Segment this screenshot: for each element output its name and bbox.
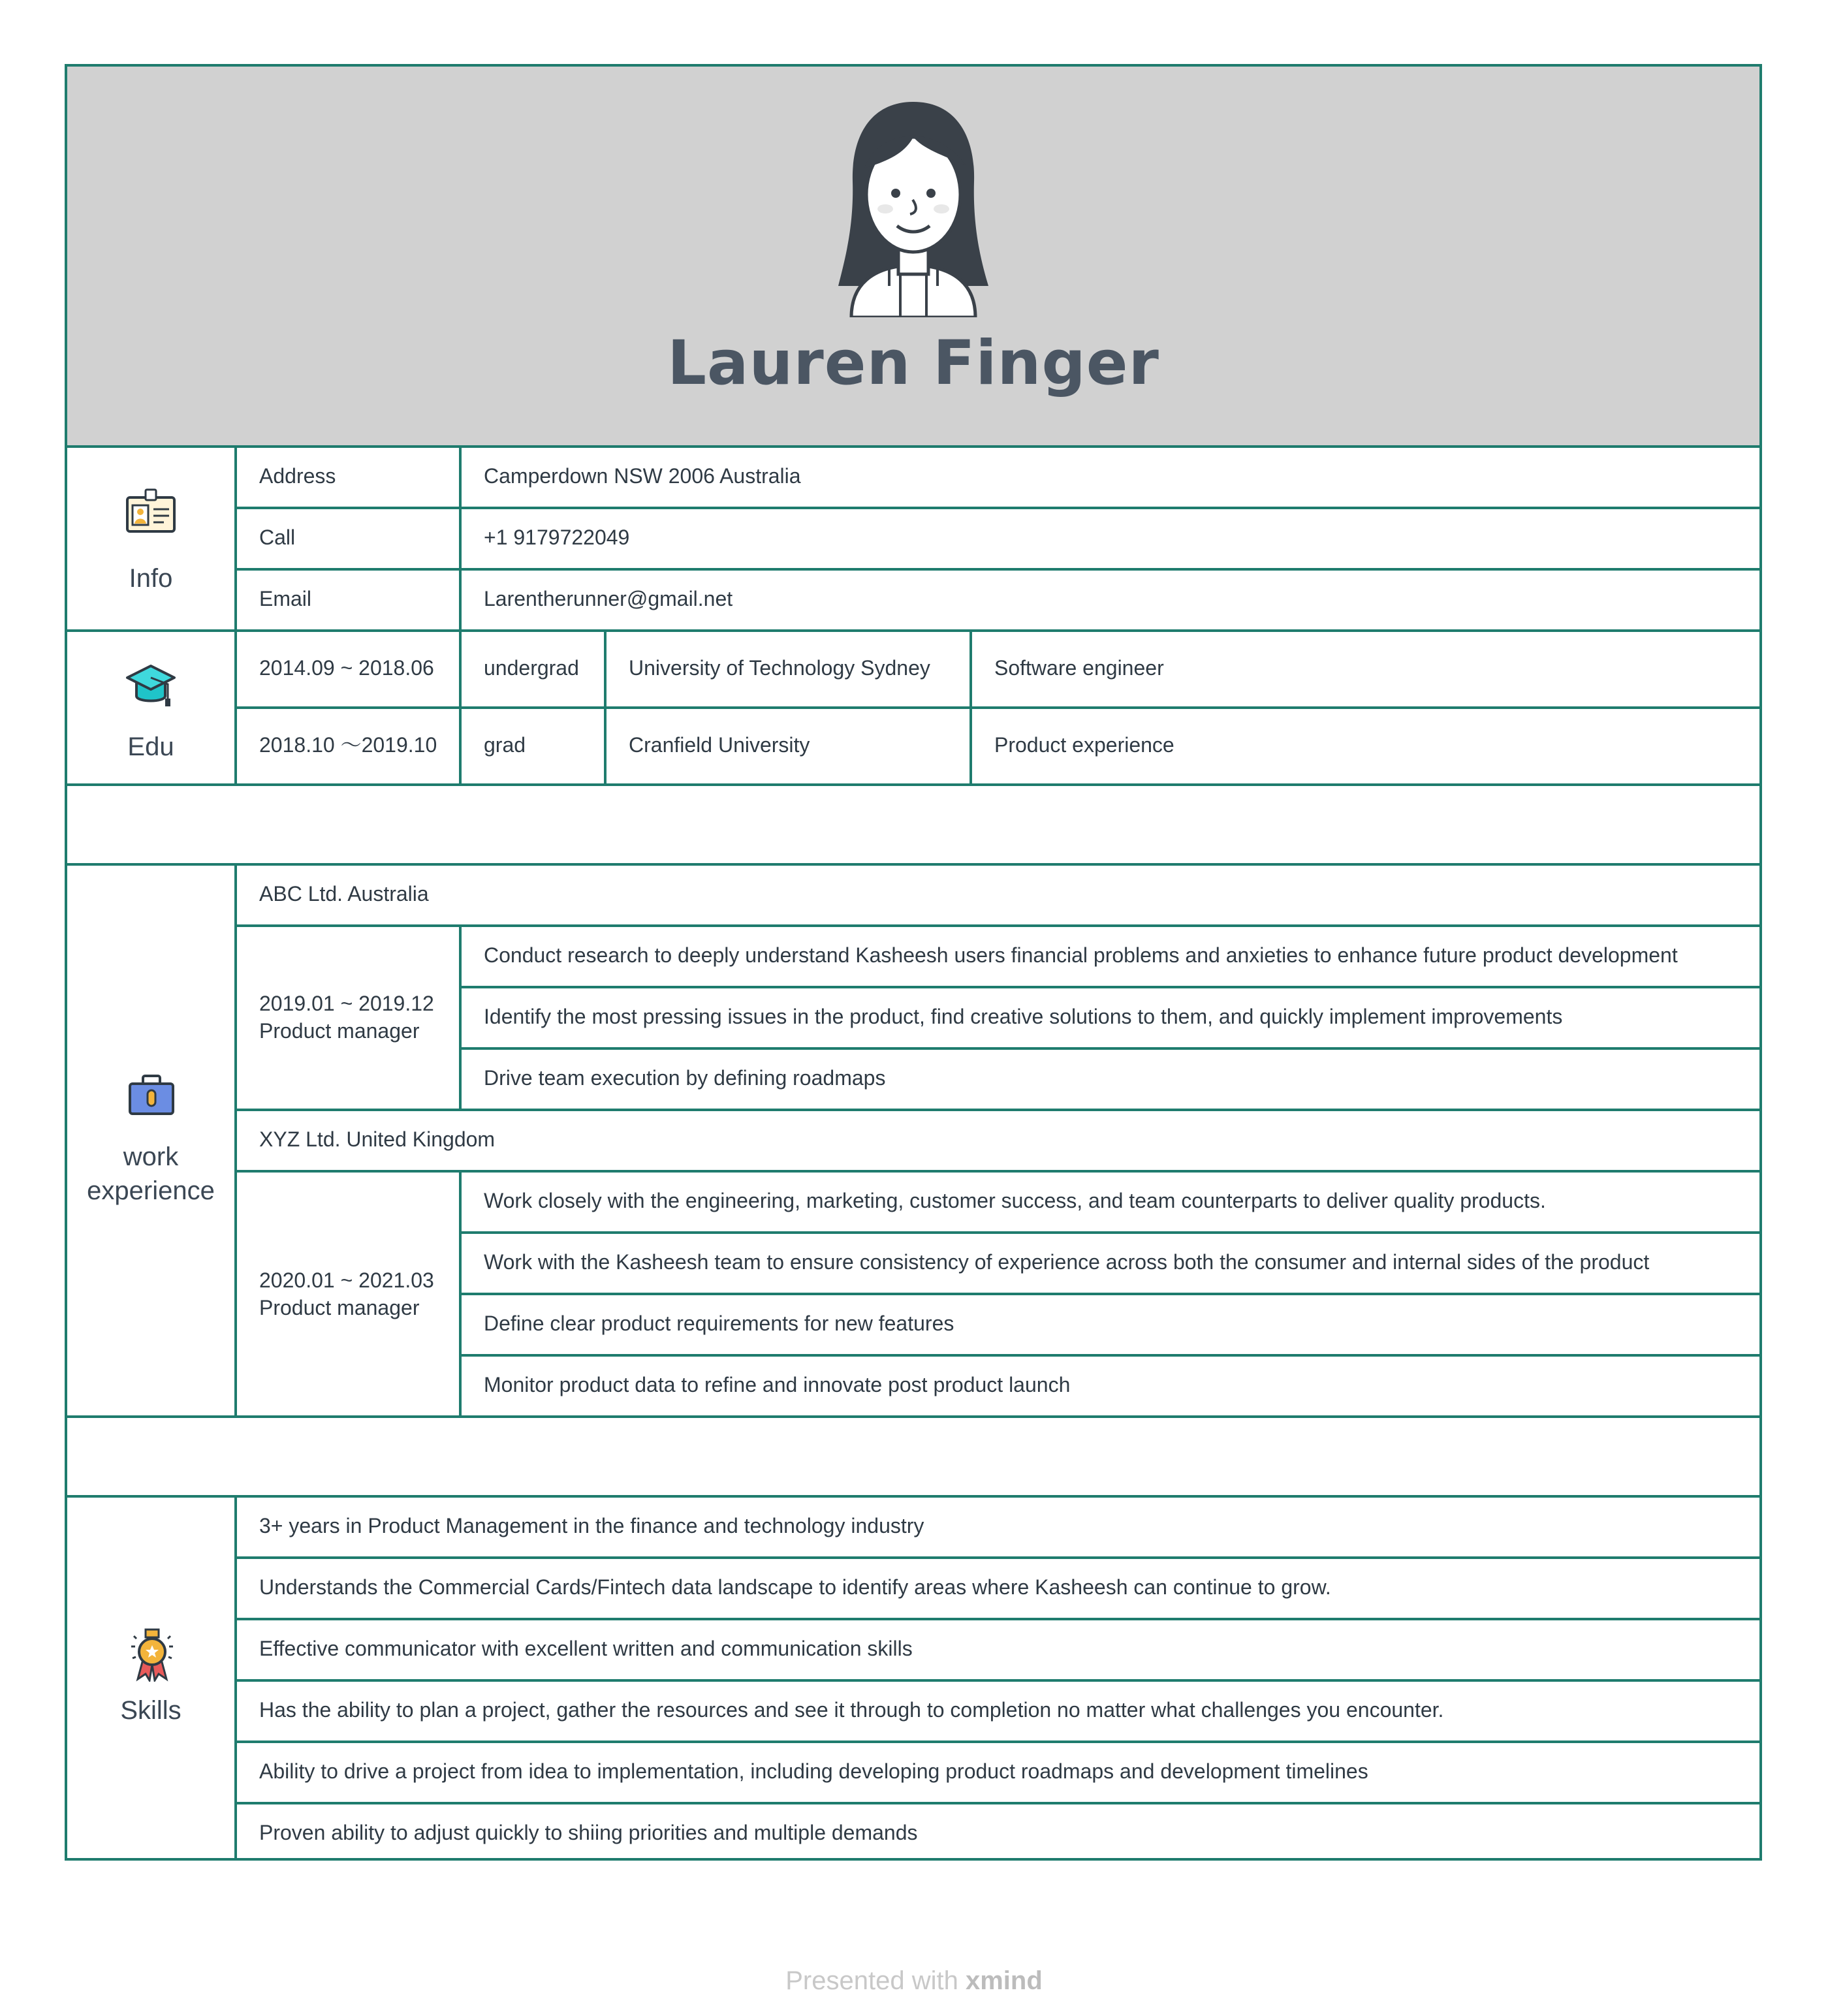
- resume-header: [67, 67, 1759, 445]
- skill-item: 3+ years in Product Management in the finance and technology industry: [259, 1514, 924, 1537]
- edu-school: University of Technology Sydney: [629, 656, 930, 680]
- divider: [462, 986, 1759, 988]
- work-duty: Identify the most pressing issues in the product, find creative solutions to them, and quickly implement improvements: [484, 1005, 1563, 1028]
- section-label-work: experience: [87, 1176, 215, 1205]
- divider: [969, 629, 972, 785]
- work-duty: Define clear product requirements for new features: [484, 1312, 954, 1335]
- divider: [234, 863, 237, 1417]
- divider: [234, 445, 237, 785]
- divider: [237, 706, 1759, 709]
- work-role: Product manager: [259, 1296, 420, 1319]
- edu-school: Cranfield University: [629, 733, 810, 757]
- work-duty: Work with the Kasheesh team to ensure consistency of experience across both the consumer and internal sides of the product: [484, 1250, 1650, 1274]
- divider: [67, 629, 1759, 632]
- briefcase-icon: [127, 1073, 176, 1116]
- work-role: Product manager: [259, 1019, 420, 1043]
- work-duty: Conduct research to deeply understand Kasheesh users financial problems and anxieties to enhance future product development: [484, 943, 1678, 967]
- section-label-info: Info: [129, 564, 173, 593]
- graduation-cap-icon: [125, 662, 177, 709]
- footer-brand: xmind: [965, 1966, 1043, 1995]
- woman-avatar-icon: [832, 97, 995, 317]
- divider: [462, 1293, 1759, 1295]
- divider: [604, 629, 607, 785]
- edu-major: Product experience: [994, 733, 1174, 757]
- info-value-address: Camperdown NSW 2006 Australia: [484, 464, 801, 488]
- divider: [462, 1047, 1759, 1050]
- divider: [237, 1618, 1759, 1620]
- divider: [67, 783, 1759, 786]
- work-company: XYZ Ltd. United Kingdom: [259, 1127, 496, 1151]
- divider: [459, 924, 462, 1110]
- divider: [67, 863, 1759, 866]
- edu-major: Software engineer: [994, 656, 1164, 680]
- divider: [459, 1170, 462, 1417]
- divider: [237, 1679, 1759, 1682]
- skill-item: Understands the Commercial Cards/Fintech data landscape to identify areas where Kasheesh can continue to grow.: [259, 1575, 1331, 1599]
- person-name: Lauren Finger: [667, 328, 1159, 399]
- divider: [462, 1231, 1759, 1234]
- info-key-email: Email: [259, 587, 312, 610]
- section-label-work: work: [123, 1142, 179, 1171]
- divider: [459, 445, 462, 785]
- resume-table: [65, 64, 1762, 1861]
- info-value-call: +1 9179722049: [484, 526, 630, 549]
- divider: [237, 507, 1759, 509]
- info-value-email: Larentherunner@gmail.net: [484, 587, 733, 610]
- skill-item: Has the ability to plan a project, gather the resources and see it through to completion no matter what challenges you encounter.: [259, 1698, 1444, 1722]
- edu-degree: grad: [484, 733, 526, 757]
- work-company: ABC Ltd. Australia: [259, 882, 429, 906]
- divider: [237, 1802, 1759, 1804]
- info-key-call: Call: [259, 526, 296, 549]
- work-period: 2020.01 ~ 2021.03: [259, 1268, 434, 1292]
- divider: [237, 1109, 1759, 1111]
- section-label-edu: Edu: [127, 732, 174, 761]
- id-card-icon: [125, 488, 177, 534]
- skill-item: Proven ability to adjust quickly to shiing priorities and multiple demands: [259, 1821, 918, 1844]
- work-duty: Work closely with the engineering, marketing, customer success, and team counterparts to deliver quality products.: [484, 1189, 1546, 1212]
- footer-credit: [0, 1966, 1828, 1996]
- divider: [237, 1740, 1759, 1743]
- edu-degree: undergrad: [484, 656, 579, 680]
- divider: [237, 1556, 1759, 1559]
- section-label-skills: Skills: [120, 1696, 181, 1725]
- divider: [237, 924, 1759, 927]
- work-duty: Monitor product data to refine and innovate post product launch: [484, 1373, 1071, 1396]
- footer-prefix: Presented with: [785, 1966, 958, 1995]
- divider: [67, 445, 1759, 448]
- work-duty: Drive team execution by defining roadmaps: [484, 1066, 886, 1090]
- skill-item: Effective communicator with excellent written and communication skills: [259, 1637, 913, 1660]
- divider: [234, 1495, 237, 1861]
- divider: [462, 1354, 1759, 1357]
- skill-item: Ability to drive a project from idea to implementation, including developing product roadmaps and development timelines: [259, 1759, 1368, 1783]
- edu-period: 2018.10 ～2019.10: [259, 733, 437, 757]
- divider: [237, 1170, 1759, 1173]
- divider: [67, 1415, 1759, 1418]
- work-period: 2019.01 ~ 2019.12: [259, 992, 434, 1015]
- divider: [237, 568, 1759, 571]
- info-key-address: Address: [259, 464, 336, 488]
- medal-icon: [127, 1627, 177, 1682]
- divider: [67, 1495, 1759, 1498]
- edu-period: 2014.09 ~ 2018.06: [259, 656, 434, 680]
